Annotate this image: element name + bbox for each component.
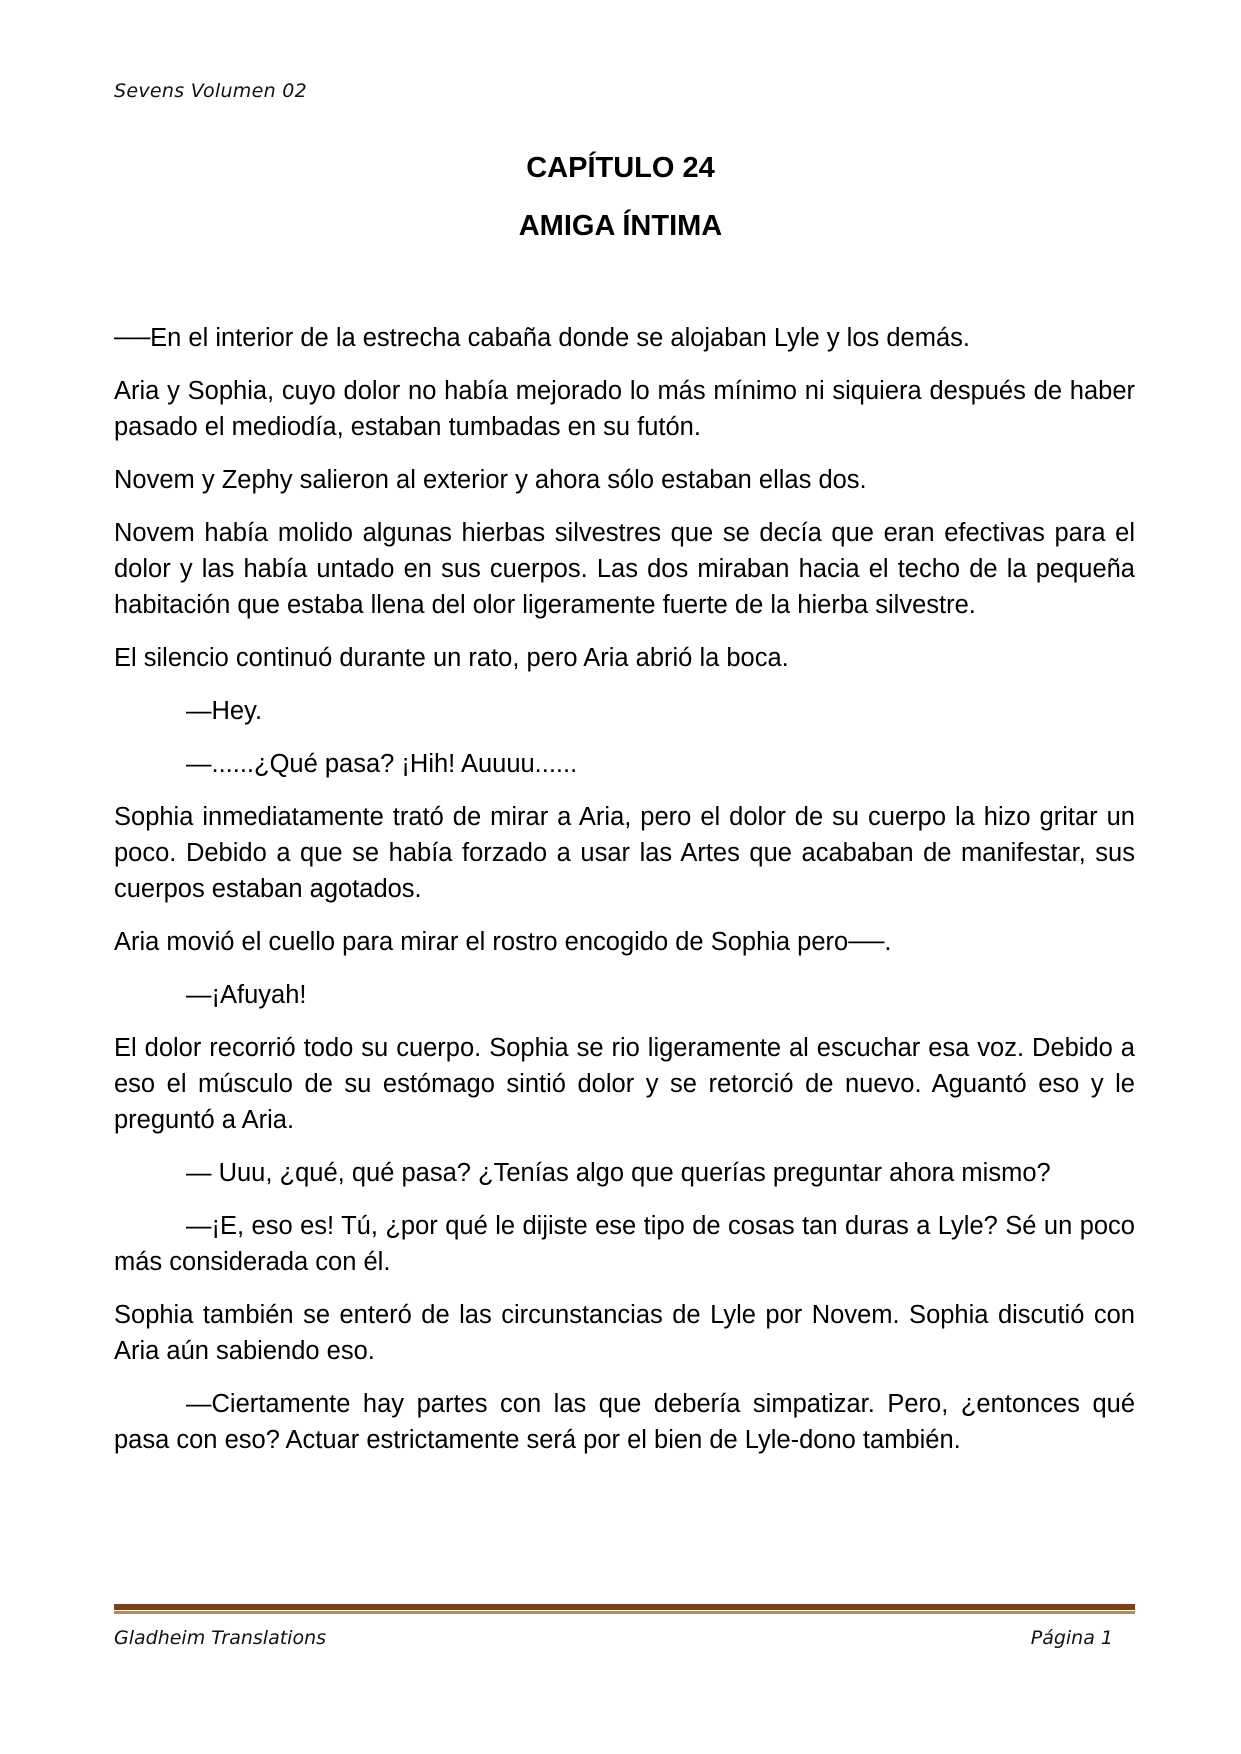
paragraph: Novem había molido algunas hierbas silvestres que se decía que eran efectivas para el dolor y las había untado en sus cuerpos. Las dos miraban hacia el techo de la pequeña habitación que estaba llena del olor ligeramente fuerte de la hierba silvestre. [114, 519, 1135, 619]
dialogue-line: —Ciertamente hay partes con las que debería simpatizar. Pero, ¿entonces qué pasa con eso? Actuar estrictamente será por el bien de Lyle-dono también. [114, 1390, 1135, 1454]
footer-rule [114, 1604, 1135, 1610]
paragraph: Aria y Sophia, cuyo dolor no había mejorado lo más mínimo ni siquiera después de haber pasado el mediodía, estaban tumbadas en su futón. [114, 377, 1135, 441]
page-number: Página 1 [1030, 1627, 1113, 1649]
chapter-title: AMIGA ÍNTIMA [518, 210, 723, 242]
paragraph: Novem y Zephy salieron al exterior y ahora sólo estaban ellas dos. [114, 466, 867, 494]
dialogue-line: — Uuu, ¿qué, qué pasa? ¿Tenías algo que querías preguntar ahora mismo? [186, 1159, 1051, 1187]
dialogue-line: —......¿Qué pasa? ¡Hih! Auuuu...... [186, 750, 578, 778]
dialogue-line: —Hey. [186, 697, 263, 725]
paragraph: El silencio continuó durante un rato, pero Aria abrió la boca. [114, 644, 789, 672]
chapter-body [114, 320, 1135, 1475]
footer-rule-accent [114, 1611, 1135, 1614]
running-header: Sevens Volumen 02 [114, 80, 308, 102]
paragraph: Sophia inmediatamente trató de mirar a Aria, pero el dolor de su cuerpo la hizo gritar un poco. Debido a que se había forzado a usar las Artes que acababan de manifestar, sus cuerpos estaban agotados. [114, 803, 1135, 903]
footer-credit: Gladheim Translations [114, 1627, 327, 1649]
chapter-number: CAPÍTULO 24 [526, 152, 715, 184]
dialogue-line: —¡Afuyah! [186, 981, 307, 1009]
paragraph: Aria movió el cuello para mirar el rostro encogido de Sophia pero──. [114, 928, 892, 956]
paragraph: ──En el interior de la estrecha cabaña donde se alojaban Lyle y los demás. [114, 324, 970, 352]
dialogue-line: —¡E, eso es! Tú, ¿por qué le dijiste ese tipo de cosas tan duras a Lyle? Sé un poco más considerada con él. [114, 1212, 1135, 1276]
paragraph: El dolor recorrió todo su cuerpo. Sophia se rio ligeramente al escuchar esa voz. Debido a eso el músculo de su estómago sintió dolor y se retorció de nuevo. Aguantó eso y le preguntó a Aria. [114, 1034, 1135, 1134]
paragraph: Sophia también se enteró de las circunstancias de Lyle por Novem. Sophia discutió con Aria aún sabiendo eso. [114, 1301, 1135, 1365]
